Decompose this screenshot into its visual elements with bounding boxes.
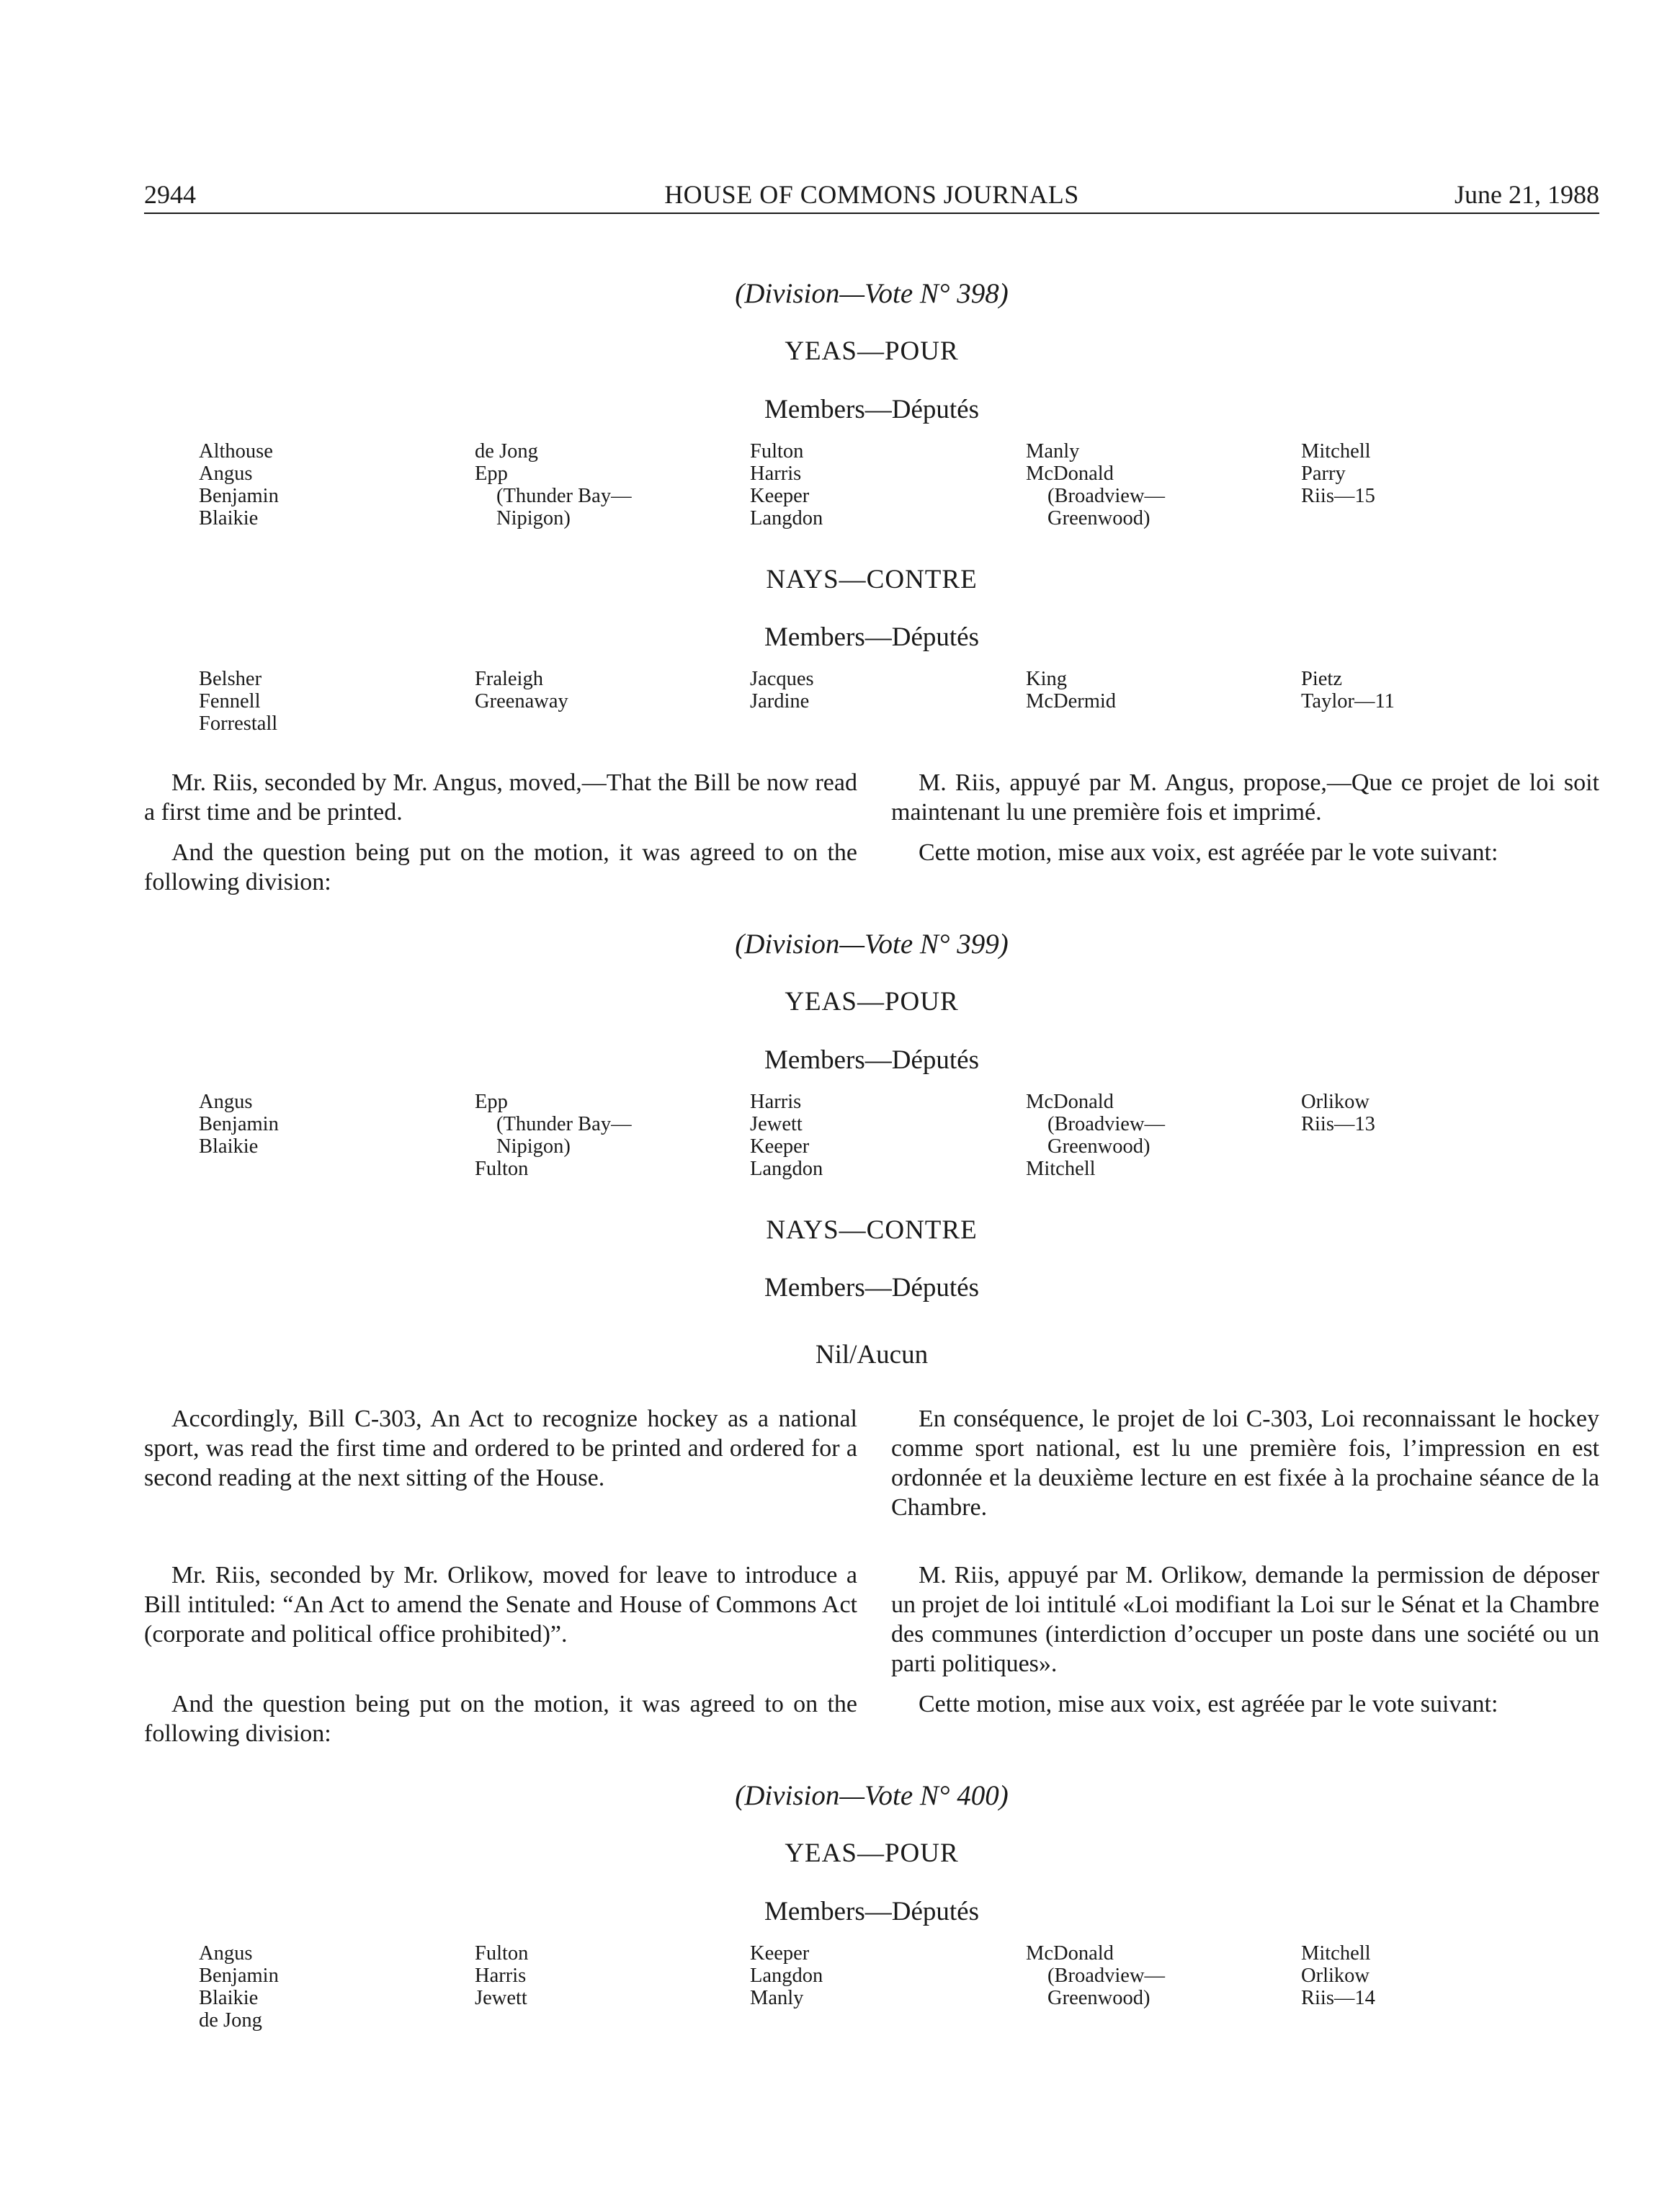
member-name: de Jong (475, 440, 538, 463)
member-name: Langdon (750, 1158, 823, 1180)
member-name: Jewett (475, 1987, 527, 2009)
division-399-nays-members-heading: Members—Députés (764, 1273, 979, 1302)
name-column (750, 1091, 1009, 1180)
member-name: Langdon (750, 1965, 823, 1987)
division-398-yeas-heading: YEAS—POUR (785, 336, 959, 366)
member-name: Mitchell (1301, 440, 1371, 463)
division-398-title: (Division—Vote N° 398) (735, 278, 1009, 309)
name-column (1301, 1091, 1560, 1135)
name-column (1301, 668, 1560, 712)
member-name: Fulton (475, 1942, 529, 1965)
name-column (1301, 1942, 1560, 2009)
member-name: Benjamin (199, 1113, 279, 1135)
member-name: Parry (1301, 463, 1346, 485)
member-name: Fulton (750, 440, 804, 463)
member-name: McDonald (1026, 1942, 1114, 1965)
name-column (750, 668, 1009, 712)
member-name: King (1026, 668, 1067, 690)
division-400-yeas-members-heading: Members—Députés (764, 1897, 979, 1926)
header-rule (144, 213, 1599, 214)
member-name: Orlikow (1301, 1965, 1370, 1987)
name-column (475, 1091, 734, 1180)
division-398-yeas-members-heading: Members—Députés (764, 395, 979, 424)
member-name: McDonald (1026, 463, 1114, 485)
question-put-fr: Cette motion, mise aux voix, est agréée par le vote suivant: (919, 1691, 1498, 1717)
member-name: Riis—14 (1301, 1987, 1375, 2009)
member-name: Angus (199, 1942, 253, 1965)
member-name: Forrestall (199, 712, 278, 735)
member-name: Orlikow (1301, 1091, 1370, 1113)
member-riding: (Broadview— (1047, 1965, 1166, 1987)
name-column (475, 1942, 734, 2009)
member-name: Angus (199, 1091, 253, 1113)
bill-c303-fr: En conséquence, le projet de loi C-303, Loi reconnaissant le hockey comme sport national, est lu une première fois, l’impression en est ordonnée et la deuxième lecture en est fixée à la prochaine séance de la Chambre. (891, 1406, 1599, 1521)
motion-first-reading-fr: M. Riis, appuyé par M. Angus, propose,—Que ce projet de loi soit maintenant lu une première fois et imprimé. (891, 769, 1599, 826)
member-name: Jacques (750, 668, 814, 690)
member-name: Riis—13 (1301, 1113, 1375, 1135)
member-name: Harris (750, 1091, 802, 1113)
member-name: Manly (1026, 440, 1080, 463)
member-name: Blaikie (199, 1135, 259, 1158)
member-name: Manly (750, 1987, 804, 2009)
running-head (144, 177, 1599, 212)
bill-c303-en: Accordingly, Bill C-303, An Act to recognize hockey as a national sport, was read the first time and ordered to be printed and ordered for a second reading at the next sitting of the House. (144, 1406, 857, 1491)
journal-date: June 21, 1988 (1455, 180, 1599, 209)
member-riding: Nipigon) (496, 1135, 571, 1158)
question-put-en: And the question being put on the motion, it was agreed to on the following division: (144, 1691, 857, 1747)
member-name: Mitchell (1026, 1158, 1096, 1180)
name-column (1026, 440, 1285, 530)
page-number: 2944 (144, 180, 196, 209)
member-name: Greenaway (475, 690, 568, 712)
division-399-yeas-heading: YEAS—POUR (785, 987, 959, 1016)
motion-leave-fr: M. Riis, appuyé par M. Orlikow, demande la permission de déposer un projet de loi intitulé «Loi modifiant la Loi sur le Sénat et la Chambre des communes (interdiction d’occuper un poste dans une société ou un parti politiques». (891, 1562, 1599, 1677)
name-column (199, 1091, 458, 1158)
member-riding: Greenwood) (1047, 507, 1150, 530)
member-name: Jewett (750, 1113, 803, 1135)
member-name: Epp (475, 1091, 508, 1113)
member-name: Taylor—11 (1301, 690, 1395, 712)
name-column (199, 668, 458, 735)
division-398-nays-heading: NAYS—CONTRE (766, 565, 978, 594)
member-name: Harris (475, 1965, 527, 1987)
member-name: Epp (475, 463, 508, 485)
division-399-yeas-members-heading: Members—Députés (764, 1045, 979, 1075)
member-name: Fennell (199, 690, 261, 712)
member-name: Benjamin (199, 485, 279, 507)
member-name: Althouse (199, 440, 273, 463)
division-400-yeas-heading: YEAS—POUR (785, 1838, 959, 1868)
name-column (475, 668, 734, 712)
member-name: Fraleigh (475, 668, 543, 690)
name-column (1026, 1091, 1285, 1180)
division-400-title: (Division—Vote N° 400) (735, 1780, 1009, 1811)
question-put-fr: Cette motion, mise aux voix, est agréée par le vote suivant: (919, 839, 1498, 866)
name-column (1301, 440, 1560, 507)
member-name: Fulton (475, 1158, 529, 1180)
member-name: de Jong (199, 2009, 262, 2032)
member-name: Angus (199, 463, 253, 485)
member-name: Benjamin (199, 1965, 279, 1987)
division-399-title: (Division—Vote N° 399) (735, 929, 1009, 960)
member-riding: (Thunder Bay— (496, 1113, 632, 1135)
member-name: Keeper (750, 485, 810, 507)
motion-first-reading-en: Mr. Riis, seconded by Mr. Angus, moved,—That the Bill be now read a first time and be printed. (144, 769, 857, 826)
name-column (750, 1942, 1009, 2009)
member-name: Mitchell (1301, 1942, 1371, 1965)
division-398-nays-members-heading: Members—Députés (764, 622, 979, 652)
question-put-en: And the question being put on the motion, it was agreed to on the following division: (144, 839, 857, 895)
member-riding: (Broadview— (1047, 485, 1166, 507)
name-column (1026, 668, 1285, 712)
member-name: Keeper (750, 1942, 810, 1965)
member-name: Belsher (199, 668, 262, 690)
member-name: McDonald (1026, 1091, 1114, 1113)
division-399-nays-heading: NAYS—CONTRE (766, 1215, 978, 1245)
journal-title: HOUSE OF COMMONS JOURNALS (664, 180, 1079, 209)
member-name: Keeper (750, 1135, 810, 1158)
member-riding: (Thunder Bay— (496, 485, 632, 507)
motion-leave-en: Mr. Riis, seconded by Mr. Orlikow, moved for leave to introduce a Bill intituled: “An Act to amend the Senate and House of Commons Act (corporate and political office prohibited)”. (144, 1562, 857, 1648)
member-name: Pietz (1301, 668, 1342, 690)
name-column (1026, 1942, 1285, 2009)
name-column (750, 440, 1009, 530)
member-name: Harris (750, 463, 802, 485)
member-name: Langdon (750, 507, 823, 530)
member-name: Jardine (750, 690, 810, 712)
member-riding: Nipigon) (496, 507, 571, 530)
member-name: Blaikie (199, 507, 259, 530)
member-name: Riis—15 (1301, 485, 1375, 507)
member-riding: Greenwood) (1047, 1135, 1150, 1158)
member-name: McDermid (1026, 690, 1117, 712)
name-column (475, 440, 734, 530)
name-column (199, 1942, 458, 2032)
division-399-nays-none: Nil/Aucun (815, 1340, 929, 1369)
member-riding: (Broadview— (1047, 1113, 1166, 1135)
member-riding: Greenwood) (1047, 1987, 1150, 2009)
name-column (199, 440, 458, 530)
member-name: Blaikie (199, 1987, 259, 2009)
